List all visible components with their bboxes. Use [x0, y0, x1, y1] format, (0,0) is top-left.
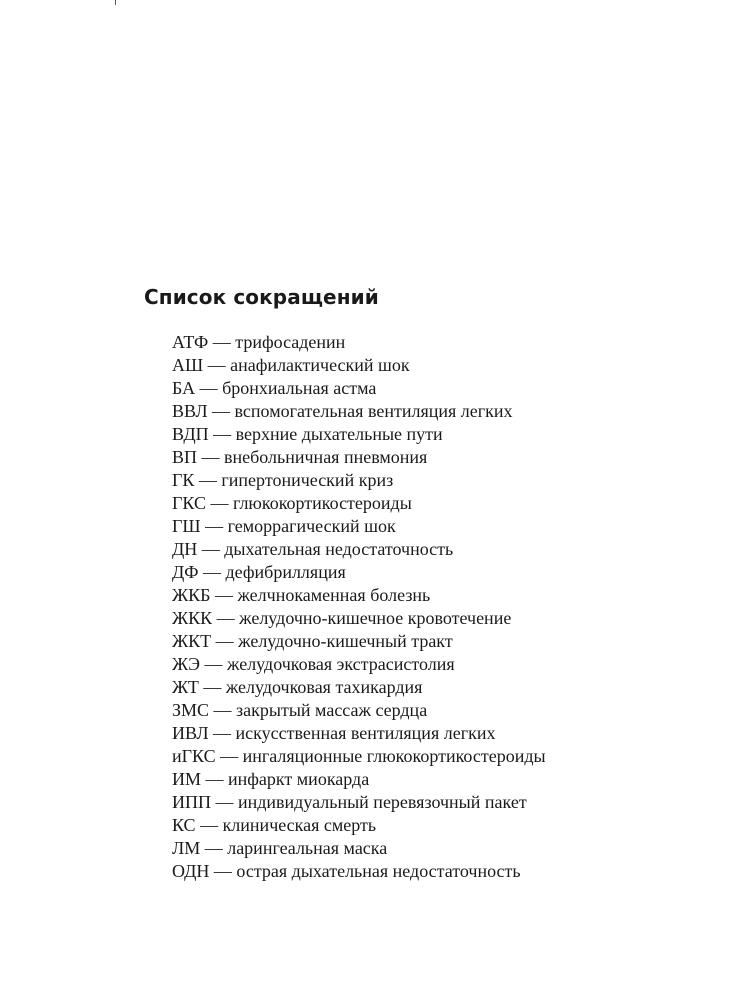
list-item: ДН — дыхательная недостаточность [172, 539, 454, 559]
crop-mark [115, 0, 116, 5]
list-item: БА — бронхиальная астма [172, 378, 377, 398]
page-title: Список сокращений [144, 285, 379, 309]
list-item: ЖТ — желудочковая тахикардия [172, 677, 423, 697]
list-item: КС — клиническая смерть [172, 815, 377, 835]
list-item: ЖЭ — желудочковая экстрасистолия [172, 654, 455, 674]
list-item: ДФ — дефибрилляция [172, 562, 346, 582]
list-item: ЛМ — ларингеальная маска [172, 838, 388, 858]
list-item: ВВЛ — вспомогательная вентиляция легких [172, 401, 513, 421]
abbreviation-list [172, 331, 546, 883]
list-item: ВДП — верхние дыхательные пути [172, 424, 443, 444]
list-item: ГКС — глюкокортикостероиды [172, 493, 412, 513]
list-item: АТФ — трифосаденин [172, 332, 346, 352]
list-item: ЖКБ — желчнокаменная болезнь [172, 585, 431, 605]
list-item: ИВЛ — искусственная вентиляция легких [172, 723, 496, 743]
list-item: ЖКТ — желудочно-кишечный тракт [172, 631, 453, 651]
list-item: ВП — внебольничная пневмония [172, 447, 428, 467]
list-item: иГКС — ингаляционные глюкокортикостероиды [172, 746, 546, 766]
list-item: ГК — гипертонический криз [172, 470, 394, 490]
list-item: ГШ — геморрагический шок [172, 516, 396, 536]
list-item: ОДН — острая дыхательная недостаточность [172, 861, 521, 881]
list-item: ЖКК — желудочно-кишечное кровотечение [172, 608, 512, 628]
list-item: АШ — анафилактический шок [172, 355, 410, 375]
list-item: ИПП — индивидуальный перевязочный пакет [172, 792, 527, 812]
list-item: ЗМС — закрытый массаж сердца [172, 700, 428, 720]
list-item: ИМ — инфаркт миокарда [172, 769, 370, 789]
